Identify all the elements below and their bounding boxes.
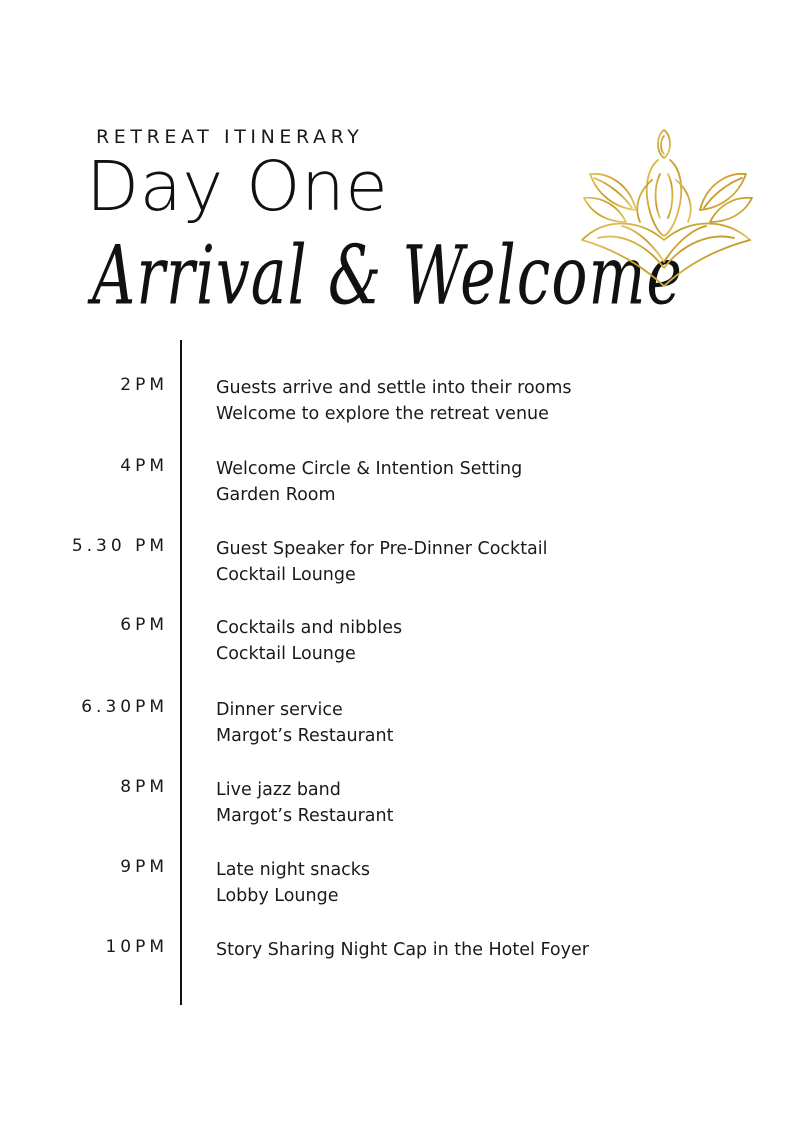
entry-activity: Cocktails and nibbles <box>216 618 403 638</box>
entry-detail: Garden Room <box>216 485 336 505</box>
entry-detail: Margot’s Restaurant <box>216 726 394 746</box>
entry-detail: Margot’s Restaurant <box>216 806 394 826</box>
entry-time: 6PM <box>120 615 168 635</box>
page-subtitle: Arrival & Welcome <box>92 229 683 324</box>
entry-description <box>216 536 548 588</box>
entry-activity: Live jazz band <box>216 780 341 800</box>
entry-activity: Late night snacks <box>216 860 371 880</box>
entry-detail: Cocktail Lounge <box>216 644 356 664</box>
itinerary-eyebrow: RETREAT ITINERARY <box>96 126 364 148</box>
entry-description <box>216 615 402 667</box>
entry-time: 10PM <box>105 937 168 957</box>
entry-description <box>216 857 370 909</box>
entry-time: 2PM <box>120 375 168 395</box>
entry-detail: Welcome to explore the retreat venue <box>216 404 549 424</box>
entry-description <box>216 697 393 749</box>
entry-detail: Lobby Lounge <box>216 886 339 906</box>
entry-description <box>216 937 589 963</box>
entry-activity: Guests arrive and settle into their rooms <box>216 378 572 398</box>
entry-description <box>216 375 572 427</box>
entry-time: 4PM <box>120 456 168 476</box>
entry-description <box>216 777 393 829</box>
entry-description <box>216 456 522 508</box>
entry-time: 9PM <box>120 857 168 877</box>
entry-time: 6.30PM <box>81 697 168 717</box>
entry-activity: Story Sharing Night Cap in the Hotel Foyer <box>216 940 589 960</box>
page-title: Day One <box>86 147 389 227</box>
entry-time: 8PM <box>120 777 168 797</box>
entry-activity: Guest Speaker for Pre-Dinner Cocktail <box>216 539 548 559</box>
entry-activity: Welcome Circle & Intention Setting <box>216 459 523 479</box>
entry-time: 5.30 PM <box>71 536 168 556</box>
entry-detail: Cocktail Lounge <box>216 565 356 585</box>
entry-activity: Dinner service <box>216 700 343 720</box>
